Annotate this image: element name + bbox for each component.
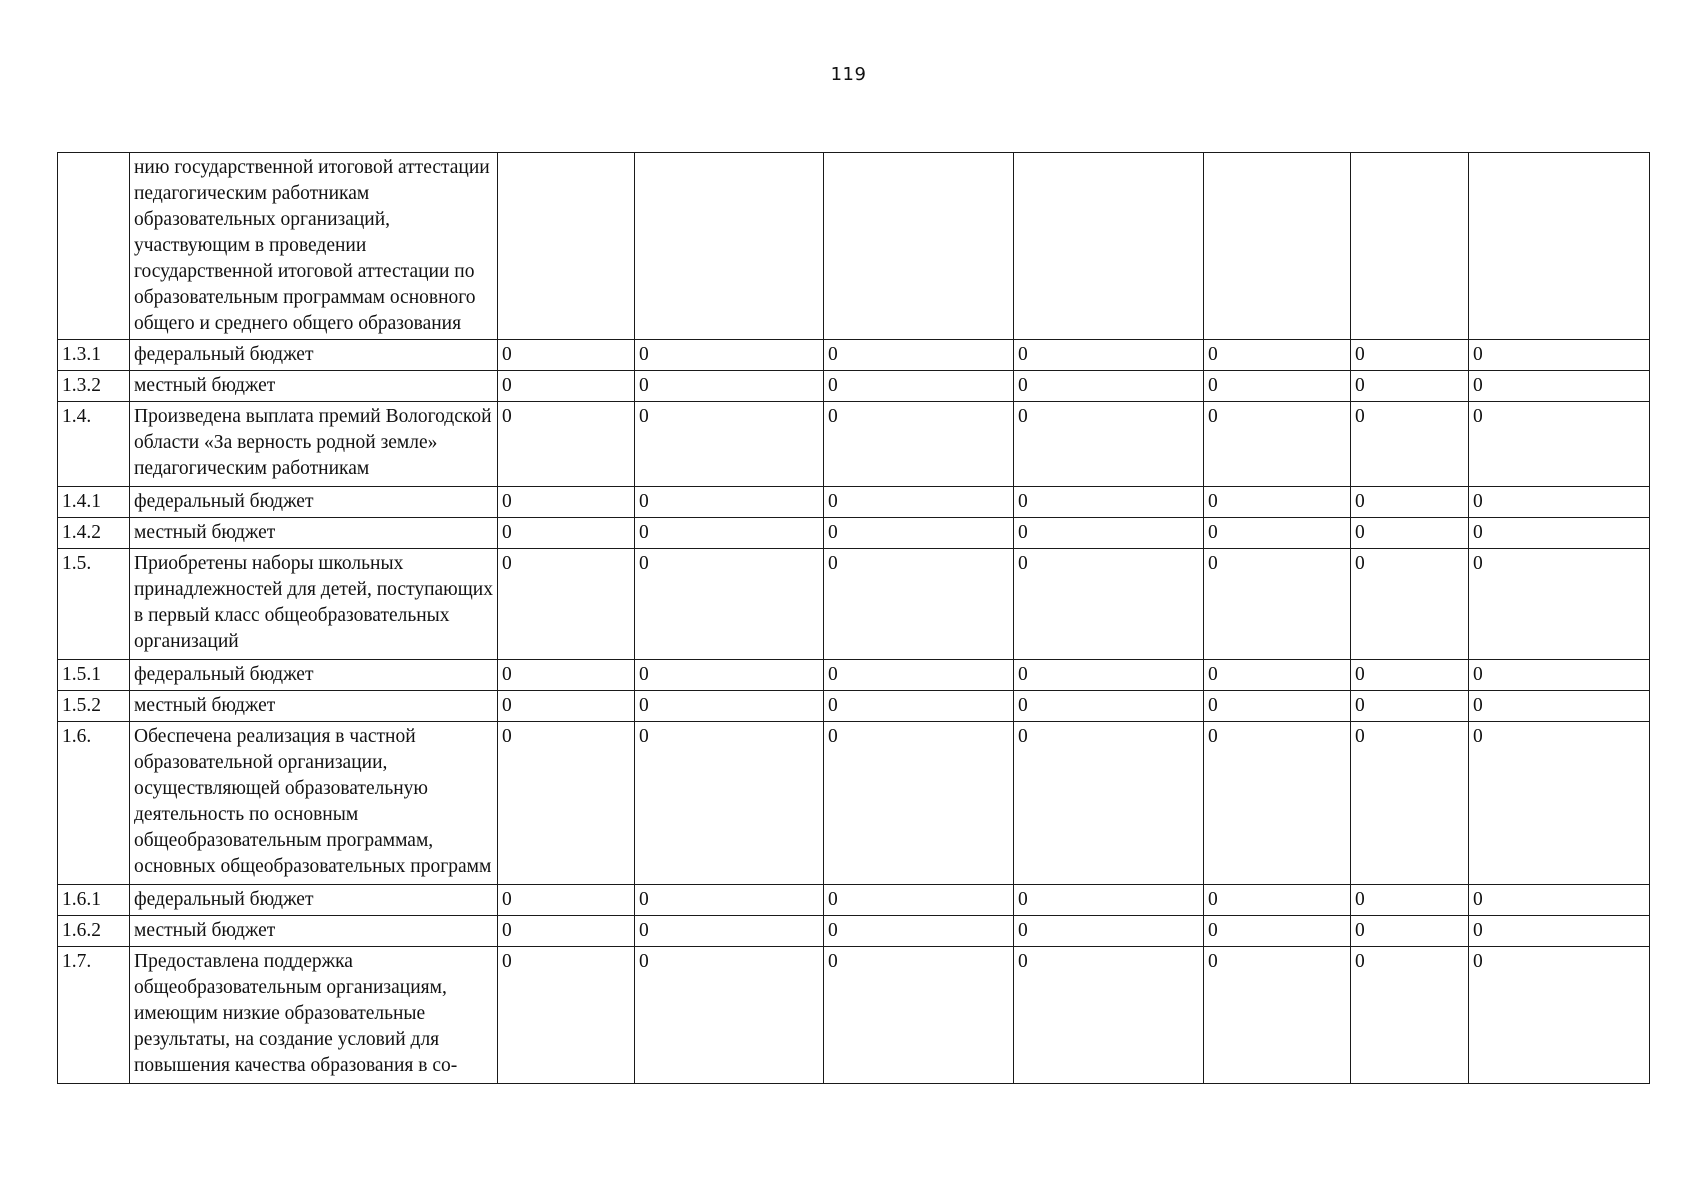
row-value: 0 bbox=[1204, 549, 1351, 660]
row-value: 0 bbox=[635, 549, 824, 660]
row-value bbox=[1469, 153, 1650, 340]
row-value: 0 bbox=[1204, 402, 1351, 487]
table-row bbox=[58, 691, 1650, 722]
row-value: 0 bbox=[635, 518, 824, 549]
row-value: 0 bbox=[1014, 722, 1204, 885]
row-value: 0 bbox=[498, 549, 635, 660]
row-value: 0 bbox=[1204, 947, 1351, 1084]
row-value: 0 bbox=[1469, 722, 1650, 885]
row-value: 0 bbox=[1351, 402, 1469, 487]
row-value: 0 bbox=[498, 947, 635, 1084]
row-description: нию государственной итоговой аттестации педагогическим работникам образовательных организаций, участвующим в проведении государственной итоговой аттестации по образовательным программам основного общего и среднего общего образования bbox=[130, 153, 498, 340]
row-value: 0 bbox=[1351, 660, 1469, 691]
row-value: 0 bbox=[824, 722, 1014, 885]
row-value: 0 bbox=[1014, 549, 1204, 660]
row-value: 0 bbox=[635, 371, 824, 402]
row-value bbox=[824, 153, 1014, 340]
table-row bbox=[58, 518, 1650, 549]
budget-table bbox=[57, 152, 1650, 1084]
row-number: 1.3.2 bbox=[58, 371, 130, 402]
row-value: 0 bbox=[824, 549, 1014, 660]
row-number bbox=[58, 153, 130, 340]
table-row bbox=[58, 722, 1650, 885]
row-value: 0 bbox=[1469, 691, 1650, 722]
row-value bbox=[1014, 153, 1204, 340]
row-value: 0 bbox=[1351, 916, 1469, 947]
row-value: 0 bbox=[1469, 402, 1650, 487]
table-row bbox=[58, 340, 1650, 371]
table-row bbox=[58, 885, 1650, 916]
row-value: 0 bbox=[635, 402, 824, 487]
row-value: 0 bbox=[635, 722, 824, 885]
row-value: 0 bbox=[1014, 916, 1204, 947]
row-value: 0 bbox=[1469, 947, 1650, 1084]
row-value: 0 bbox=[1469, 549, 1650, 660]
row-value: 0 bbox=[824, 660, 1014, 691]
row-number: 1.4.1 bbox=[58, 487, 130, 518]
row-value: 0 bbox=[1204, 691, 1351, 722]
row-value: 0 bbox=[1351, 885, 1469, 916]
row-value: 0 bbox=[1469, 371, 1650, 402]
table-row bbox=[58, 947, 1650, 1084]
row-value: 0 bbox=[498, 371, 635, 402]
row-value: 0 bbox=[1014, 885, 1204, 916]
row-value: 0 bbox=[498, 340, 635, 371]
row-description: федеральный бюджет bbox=[130, 885, 498, 916]
table-row bbox=[58, 402, 1650, 487]
row-description: федеральный бюджет bbox=[130, 340, 498, 371]
table-row bbox=[58, 487, 1650, 518]
row-value: 0 bbox=[1014, 660, 1204, 691]
row-value: 0 bbox=[1351, 518, 1469, 549]
row-description: местный бюджет bbox=[130, 518, 498, 549]
row-value: 0 bbox=[824, 691, 1014, 722]
row-value: 0 bbox=[1204, 885, 1351, 916]
row-number: 1.3.1 bbox=[58, 340, 130, 371]
table-row bbox=[58, 916, 1650, 947]
row-number: 1.4.2 bbox=[58, 518, 130, 549]
row-value: 0 bbox=[824, 487, 1014, 518]
row-description: Предоставлена поддержка общеобразовательным организациям, имеющим низкие образовательные результаты, на создание условий для повышения качества образования в со- bbox=[130, 947, 498, 1084]
row-value: 0 bbox=[498, 402, 635, 487]
row-value: 0 bbox=[824, 402, 1014, 487]
row-value: 0 bbox=[635, 660, 824, 691]
row-value: 0 bbox=[1351, 340, 1469, 371]
row-value: 0 bbox=[1351, 371, 1469, 402]
row-value: 0 bbox=[824, 371, 1014, 402]
table-row bbox=[58, 549, 1650, 660]
row-value: 0 bbox=[1469, 660, 1650, 691]
row-number: 1.5. bbox=[58, 549, 130, 660]
row-value: 0 bbox=[1469, 518, 1650, 549]
row-value: 0 bbox=[824, 518, 1014, 549]
row-value: 0 bbox=[635, 947, 824, 1084]
row-description: местный бюджет bbox=[130, 371, 498, 402]
table-row bbox=[58, 660, 1650, 691]
row-value bbox=[635, 153, 824, 340]
row-value: 0 bbox=[635, 340, 824, 371]
row-description: местный бюджет bbox=[130, 916, 498, 947]
row-value: 0 bbox=[1351, 947, 1469, 1084]
row-value bbox=[1204, 153, 1351, 340]
row-value: 0 bbox=[498, 691, 635, 722]
row-value: 0 bbox=[635, 916, 824, 947]
row-value: 0 bbox=[1014, 947, 1204, 1084]
row-value: 0 bbox=[1469, 885, 1650, 916]
row-value: 0 bbox=[1469, 487, 1650, 518]
row-value: 0 bbox=[635, 487, 824, 518]
row-description: федеральный бюджет bbox=[130, 660, 498, 691]
row-description: местный бюджет bbox=[130, 691, 498, 722]
row-value: 0 bbox=[1014, 340, 1204, 371]
table-row bbox=[58, 371, 1650, 402]
row-value: 0 bbox=[1204, 340, 1351, 371]
row-number: 1.7. bbox=[58, 947, 130, 1084]
page-number: 119 bbox=[830, 64, 867, 85]
row-value: 0 bbox=[1014, 371, 1204, 402]
table-row bbox=[58, 153, 1650, 340]
row-description: Обеспечена реализация в частной образовательной организации, осуществляющей образовательную деятельность по основным общеобразовательным программам, основных общеобразовательных программ bbox=[130, 722, 498, 885]
row-value: 0 bbox=[1204, 371, 1351, 402]
row-value: 0 bbox=[635, 691, 824, 722]
row-value: 0 bbox=[824, 340, 1014, 371]
row-value: 0 bbox=[498, 885, 635, 916]
row-value bbox=[498, 153, 635, 340]
row-value: 0 bbox=[824, 916, 1014, 947]
row-number: 1.5.1 bbox=[58, 660, 130, 691]
row-value: 0 bbox=[1014, 487, 1204, 518]
row-value: 0 bbox=[1351, 691, 1469, 722]
row-value: 0 bbox=[1204, 916, 1351, 947]
row-value: 0 bbox=[1351, 722, 1469, 885]
row-value: 0 bbox=[1469, 916, 1650, 947]
row-value: 0 bbox=[635, 885, 824, 916]
row-value: 0 bbox=[498, 518, 635, 549]
row-value bbox=[1351, 153, 1469, 340]
row-number: 1.4. bbox=[58, 402, 130, 487]
row-number: 1.6.2 bbox=[58, 916, 130, 947]
row-value: 0 bbox=[498, 487, 635, 518]
row-number: 1.6. bbox=[58, 722, 130, 885]
row-value: 0 bbox=[498, 916, 635, 947]
row-number: 1.6.1 bbox=[58, 885, 130, 916]
row-value: 0 bbox=[1014, 518, 1204, 549]
row-value: 0 bbox=[1014, 691, 1204, 722]
row-description: Приобретены наборы школьных принадлежностей для детей, поступающих в первый класс общеобразовательных организаций bbox=[130, 549, 498, 660]
row-value: 0 bbox=[1351, 487, 1469, 518]
row-value: 0 bbox=[824, 947, 1014, 1084]
row-value: 0 bbox=[498, 660, 635, 691]
row-value: 0 bbox=[1469, 340, 1650, 371]
row-value: 0 bbox=[1204, 722, 1351, 885]
row-description: федеральный бюджет bbox=[130, 487, 498, 518]
row-value: 0 bbox=[824, 885, 1014, 916]
row-description: Произведена выплата премий Вологодской области «За верность родной земле» педагогическим работникам bbox=[130, 402, 498, 487]
row-number: 1.5.2 bbox=[58, 691, 130, 722]
row-value: 0 bbox=[1351, 549, 1469, 660]
row-value: 0 bbox=[1204, 518, 1351, 549]
row-value: 0 bbox=[498, 722, 635, 885]
row-value: 0 bbox=[1204, 660, 1351, 691]
row-value: 0 bbox=[1204, 487, 1351, 518]
row-value: 0 bbox=[1014, 402, 1204, 487]
